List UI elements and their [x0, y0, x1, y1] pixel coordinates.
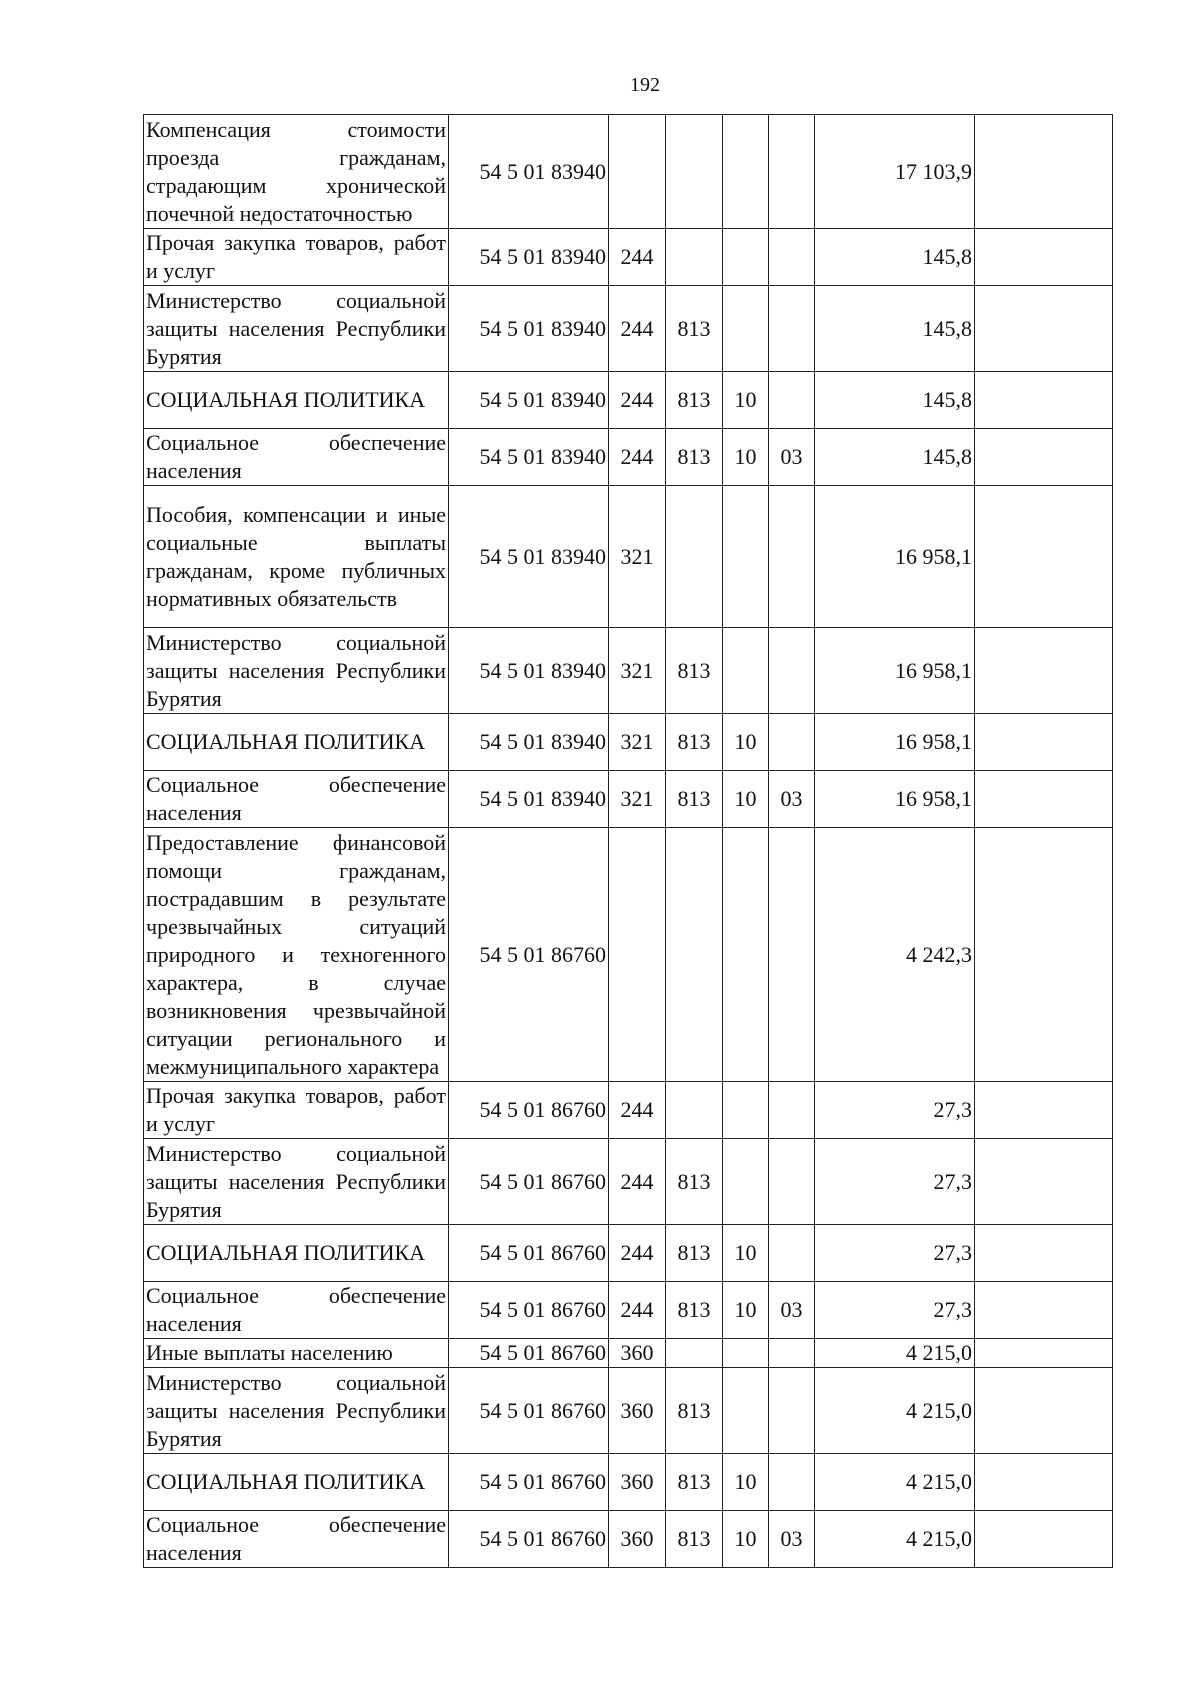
- ministry-code: 813: [666, 1511, 723, 1568]
- extra-cell: [975, 771, 1113, 828]
- ministry-code: 813: [666, 628, 723, 714]
- amount: 16 958,1: [815, 714, 975, 771]
- ministry-code: 813: [666, 1139, 723, 1225]
- target-code: 54 5 01 86760: [449, 1139, 609, 1225]
- target-code: 54 5 01 83940: [449, 286, 609, 372]
- row-name: Социальное обеспечение населения: [144, 1282, 449, 1339]
- amount: 145,8: [815, 229, 975, 286]
- extra-cell: [975, 372, 1113, 429]
- row-name: Социальное обеспечение населения: [144, 771, 449, 828]
- row-name: Министерство социальной защиты населения Республики Бурятия: [144, 1368, 449, 1454]
- target-code: 54 5 01 86760: [449, 1454, 609, 1511]
- table-row: [144, 1082, 1113, 1139]
- table-row: [144, 286, 1113, 372]
- amount: 16 958,1: [815, 771, 975, 828]
- table-row: [144, 1454, 1113, 1511]
- section-code: [723, 1339, 769, 1368]
- ministry-code: [666, 1339, 723, 1368]
- amount: 4 215,0: [815, 1368, 975, 1454]
- subsection-code: [769, 714, 815, 771]
- extra-cell: [975, 1511, 1113, 1568]
- table-row: [144, 1339, 1113, 1368]
- row-name: Предоставление финансовой помощи гражданам, пострадавшим в результате чрезвычайных ситуаций природного и техногенного характера, в случае возникновения чрезвычайной ситуации регионального и межмуниципального характера: [144, 828, 449, 1082]
- table-row: [144, 1139, 1113, 1225]
- target-code: 54 5 01 86760: [449, 1368, 609, 1454]
- table-row: [144, 372, 1113, 429]
- target-code: 54 5 01 86760: [449, 1082, 609, 1139]
- expense-type-code: 244: [609, 1225, 666, 1282]
- subsection-code: 03: [769, 771, 815, 828]
- amount: 16 958,1: [815, 486, 975, 628]
- subsection-code: [769, 1339, 815, 1368]
- target-code: 54 5 01 83940: [449, 429, 609, 486]
- target-code: 54 5 01 83940: [449, 372, 609, 429]
- target-code: 54 5 01 86760: [449, 1511, 609, 1568]
- target-code: 54 5 01 83940: [449, 714, 609, 771]
- target-code: 54 5 01 86760: [449, 828, 609, 1082]
- expense-type-code: 321: [609, 771, 666, 828]
- subsection-code: 03: [769, 1511, 815, 1568]
- amount: 4 215,0: [815, 1511, 975, 1568]
- row-name: Компенсация стоимости проезда гражданам, страдающим хронической почечной недостаточностью: [144, 115, 449, 229]
- subsection-code: [769, 1368, 815, 1454]
- section-code: [723, 1368, 769, 1454]
- row-name: Пособия, компенсации и иные социальные выплаты гражданам, кроме публичных нормативных обязательств: [144, 486, 449, 628]
- extra-cell: [975, 429, 1113, 486]
- ministry-code: 813: [666, 1454, 723, 1511]
- section-code: [723, 115, 769, 229]
- extra-cell: [975, 1082, 1113, 1139]
- row-name: Иные выплаты населению: [144, 1339, 449, 1368]
- amount: 16 958,1: [815, 628, 975, 714]
- ministry-code: [666, 115, 723, 229]
- ministry-code: [666, 486, 723, 628]
- extra-cell: [975, 229, 1113, 286]
- target-code: 54 5 01 83940: [449, 486, 609, 628]
- section-code: 10: [723, 429, 769, 486]
- section-code: 10: [723, 714, 769, 771]
- target-code: 54 5 01 86760: [449, 1339, 609, 1368]
- amount: 4 242,3: [815, 828, 975, 1082]
- section-code: [723, 828, 769, 1082]
- expense-type-code: 321: [609, 714, 666, 771]
- budget-table: [143, 114, 1113, 1568]
- ministry-code: 813: [666, 1282, 723, 1339]
- table-row: [144, 229, 1113, 286]
- page-number: 192: [630, 74, 660, 96]
- extra-cell: [975, 1139, 1113, 1225]
- amount: 27,3: [815, 1225, 975, 1282]
- ministry-code: 813: [666, 1225, 723, 1282]
- subsection-code: 03: [769, 1282, 815, 1339]
- target-code: 54 5 01 83940: [449, 115, 609, 229]
- expense-type-code: 244: [609, 286, 666, 372]
- ministry-code: 813: [666, 1368, 723, 1454]
- subsection-code: [769, 828, 815, 1082]
- row-name: СОЦИАЛЬНАЯ ПОЛИТИКА: [144, 1225, 449, 1282]
- amount: 145,8: [815, 429, 975, 486]
- extra-cell: [975, 1225, 1113, 1282]
- ministry-code: [666, 1082, 723, 1139]
- row-name: СОЦИАЛЬНАЯ ПОЛИТИКА: [144, 372, 449, 429]
- subsection-code: [769, 229, 815, 286]
- extra-cell: [975, 714, 1113, 771]
- expense-type-code: 360: [609, 1511, 666, 1568]
- table-row: [144, 1225, 1113, 1282]
- ministry-code: [666, 229, 723, 286]
- section-code: [723, 628, 769, 714]
- ministry-code: [666, 828, 723, 1082]
- section-code: 10: [723, 1225, 769, 1282]
- section-code: [723, 229, 769, 286]
- subsection-code: [769, 372, 815, 429]
- subsection-code: [769, 1225, 815, 1282]
- table-row: [144, 429, 1113, 486]
- table-row: [144, 1368, 1113, 1454]
- target-code: 54 5 01 83940: [449, 229, 609, 286]
- section-code: 10: [723, 771, 769, 828]
- section-code: 10: [723, 372, 769, 429]
- row-name: Министерство социальной защиты населения Республики Бурятия: [144, 1139, 449, 1225]
- section-code: [723, 486, 769, 628]
- expense-type-code: [609, 828, 666, 1082]
- table-row: [144, 486, 1113, 628]
- row-name: Прочая закупка товаров, работ и услуг: [144, 1082, 449, 1139]
- table-row: [144, 1511, 1113, 1568]
- subsection-code: 03: [769, 429, 815, 486]
- extra-cell: [975, 115, 1113, 229]
- ministry-code: 813: [666, 286, 723, 372]
- subsection-code: [769, 286, 815, 372]
- subsection-code: [769, 1454, 815, 1511]
- target-code: 54 5 01 83940: [449, 628, 609, 714]
- extra-cell: [975, 1454, 1113, 1511]
- expense-type-code: 360: [609, 1454, 666, 1511]
- subsection-code: [769, 1139, 815, 1225]
- ministry-code: 813: [666, 429, 723, 486]
- extra-cell: [975, 1282, 1113, 1339]
- extra-cell: [975, 628, 1113, 714]
- expense-type-code: 244: [609, 1139, 666, 1225]
- table-row: [144, 1282, 1113, 1339]
- ministry-code: 813: [666, 771, 723, 828]
- expense-type-code: 244: [609, 429, 666, 486]
- amount: 17 103,9: [815, 115, 975, 229]
- extra-cell: [975, 286, 1113, 372]
- target-code: 54 5 01 86760: [449, 1282, 609, 1339]
- amount: 27,3: [815, 1082, 975, 1139]
- section-code: [723, 1082, 769, 1139]
- row-name: Прочая закупка товаров, работ и услуг: [144, 229, 449, 286]
- table-row: [144, 714, 1113, 771]
- row-name: СОЦИАЛЬНАЯ ПОЛИТИКА: [144, 714, 449, 771]
- table-row: [144, 828, 1113, 1082]
- section-code: 10: [723, 1454, 769, 1511]
- target-code: 54 5 01 86760: [449, 1225, 609, 1282]
- section-code: [723, 1139, 769, 1225]
- expense-type-code: 321: [609, 628, 666, 714]
- row-name: Социальное обеспечение населения: [144, 429, 449, 486]
- expense-type-code: 244: [609, 1082, 666, 1139]
- amount: 27,3: [815, 1282, 975, 1339]
- section-code: [723, 286, 769, 372]
- row-name: СОЦИАЛЬНАЯ ПОЛИТИКА: [144, 1454, 449, 1511]
- expense-type-code: 244: [609, 372, 666, 429]
- table-row: [144, 115, 1113, 229]
- subsection-code: [769, 1082, 815, 1139]
- amount: 145,8: [815, 286, 975, 372]
- row-name: Министерство социальной защиты населения Республики Бурятия: [144, 628, 449, 714]
- subsection-code: [769, 115, 815, 229]
- subsection-code: [769, 628, 815, 714]
- expense-type-code: [609, 115, 666, 229]
- amount: 4 215,0: [815, 1454, 975, 1511]
- expense-type-code: 360: [609, 1339, 666, 1368]
- amount: 145,8: [815, 372, 975, 429]
- row-name: Социальное обеспечение населения: [144, 1511, 449, 1568]
- ministry-code: 813: [666, 714, 723, 771]
- section-code: 10: [723, 1282, 769, 1339]
- table-row: [144, 628, 1113, 714]
- extra-cell: [975, 1368, 1113, 1454]
- extra-cell: [975, 828, 1113, 1082]
- expense-type-code: 321: [609, 486, 666, 628]
- extra-cell: [975, 486, 1113, 628]
- row-name: Министерство социальной защиты населения Республики Бурятия: [144, 286, 449, 372]
- amount: 27,3: [815, 1139, 975, 1225]
- target-code: 54 5 01 83940: [449, 771, 609, 828]
- extra-cell: [975, 1339, 1113, 1368]
- amount: 4 215,0: [815, 1339, 975, 1368]
- subsection-code: [769, 486, 815, 628]
- section-code: 10: [723, 1511, 769, 1568]
- expense-type-code: 360: [609, 1368, 666, 1454]
- expense-type-code: 244: [609, 1282, 666, 1339]
- table-row: [144, 771, 1113, 828]
- ministry-code: 813: [666, 372, 723, 429]
- expense-type-code: 244: [609, 229, 666, 286]
